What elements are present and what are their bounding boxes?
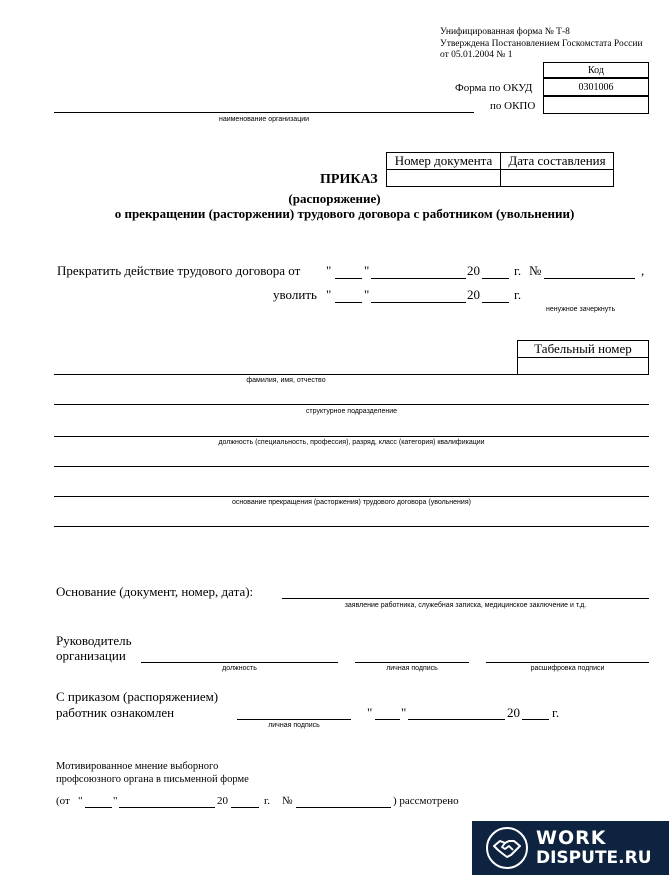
title-description: о прекращении (расторжении) трудового договора с работником (увольнении): [114, 206, 575, 221]
acquainted-label-line2: работник ознакомлен: [56, 705, 175, 720]
quote-open: ": [326, 287, 332, 302]
title-subtitle: (распоряжение): [288, 191, 381, 206]
tab-number-field[interactable]: [517, 357, 649, 375]
year-suffix: г.: [552, 705, 560, 720]
doc-date-field[interactable]: [500, 169, 614, 187]
basis-field[interactable]: [282, 598, 649, 599]
head-label-line1: Руководитель: [56, 633, 132, 648]
employee-signature-field[interactable]: [237, 719, 351, 720]
department-field[interactable]: [54, 404, 649, 405]
quote-close: ": [113, 795, 118, 807]
acquainted-year-field[interactable]: [522, 719, 549, 720]
doc-date-header: Дата составления: [500, 152, 614, 170]
year-suffix: г.: [264, 795, 271, 807]
form-header-line2: Утверждена Постановлением Госкомстата России: [440, 39, 643, 49]
reason-caption: основание прекращения (расторжения) трудового договора (увольнения): [232, 499, 471, 506]
terminate-year-field[interactable]: [482, 278, 509, 279]
head-label-line2: организации: [56, 648, 126, 663]
logo-text-line2: DISPUTE.RU: [536, 848, 652, 868]
union-reviewed: ) рассмотрено: [393, 795, 459, 807]
organization-caption: наименование организации: [218, 116, 310, 123]
kod-header: Код: [543, 62, 649, 78]
logo-text-line1: WORK: [536, 827, 607, 849]
terminate-label: Прекратить действие трудового договора от: [57, 263, 301, 278]
fio-field[interactable]: [54, 374, 518, 375]
okpo-label: по ОКПО: [490, 100, 536, 112]
contract-number-field[interactable]: [544, 278, 635, 279]
employee-signature-caption: личная подпись: [268, 722, 320, 729]
head-position-field[interactable]: [141, 662, 338, 663]
quote-close: ": [364, 263, 370, 278]
tab-number-header: Табельный номер: [517, 340, 649, 358]
fio-caption: фамилия, имя, отчество: [246, 377, 326, 384]
head-signature-caption: личная подпись: [386, 665, 438, 672]
dismiss-label: уволить: [273, 287, 317, 302]
union-label-line2: профсоюзного органа в письменной форме: [56, 774, 249, 785]
acquainted-day-field[interactable]: [375, 719, 400, 720]
year-prefix: 20: [467, 287, 480, 302]
okud-label: Форма по ОКУД: [455, 82, 533, 94]
acquainted-label-line1: С приказом (распоряжением): [56, 689, 219, 704]
position-field[interactable]: [54, 436, 649, 437]
union-number-field[interactable]: [296, 807, 391, 808]
quote-open: ": [367, 705, 373, 720]
comma: ,: [641, 263, 645, 278]
organization-field[interactable]: [54, 112, 474, 113]
union-from: (от: [56, 795, 70, 807]
head-signature-field[interactable]: [355, 662, 469, 663]
doc-number-header: Номер документа: [386, 152, 501, 170]
basis-label: Основание (документ, номер, дата):: [56, 584, 254, 599]
department-caption: структурное подразделение: [305, 408, 398, 415]
dismiss-month-field[interactable]: [371, 302, 466, 303]
year-prefix: 20: [507, 705, 520, 720]
year-prefix: 20: [217, 795, 228, 807]
doc-number-field[interactable]: [386, 169, 501, 187]
reason-field-line3[interactable]: [54, 526, 649, 527]
quote-open: ": [326, 263, 332, 278]
acquainted-month-field[interactable]: [408, 719, 505, 720]
basis-caption: заявление работника, служебная записка, медицинское заключение и т.д.: [344, 602, 587, 609]
head-name-caption: расшифровка подписи: [530, 665, 605, 672]
reason-field-line2[interactable]: [54, 496, 649, 497]
union-label-line1: Мотивированное мнение выборного: [56, 761, 219, 772]
handshake-icon: [486, 827, 528, 869]
year-suffix: г.: [514, 263, 522, 278]
head-position-caption: должность: [222, 665, 257, 672]
quote-open: ": [78, 795, 83, 807]
okpo-value[interactable]: [543, 96, 649, 114]
okud-value: 0301006: [543, 78, 649, 96]
year-suffix: г.: [514, 287, 522, 302]
title-order: ПРИКАЗ: [320, 172, 378, 187]
union-day-field[interactable]: [85, 807, 112, 808]
union-month-field[interactable]: [119, 807, 215, 808]
dismiss-day-field[interactable]: [335, 302, 362, 303]
form-header-line3: от 05.01.2004 № 1: [440, 50, 513, 60]
strike-note: ненужное зачеркнуть: [546, 306, 616, 313]
workdispute-logo[interactable]: [472, 821, 669, 875]
head-name-field[interactable]: [486, 662, 649, 663]
number-sign: №: [282, 795, 293, 807]
terminate-day-field[interactable]: [335, 278, 362, 279]
union-year-field[interactable]: [231, 807, 259, 808]
form-header-line1: Унифицированная форма № Т-8: [440, 27, 570, 37]
number-sign: №: [529, 263, 542, 278]
dismiss-year-field[interactable]: [482, 302, 509, 303]
position-caption: должность (специальность, профессия), разряд, класс (категория) квалификации: [218, 439, 485, 446]
quote-close: ": [401, 705, 407, 720]
terminate-month-field[interactable]: [371, 278, 466, 279]
reason-field-line1[interactable]: [54, 466, 649, 467]
quote-close: ": [364, 287, 370, 302]
year-prefix: 20: [467, 263, 480, 278]
